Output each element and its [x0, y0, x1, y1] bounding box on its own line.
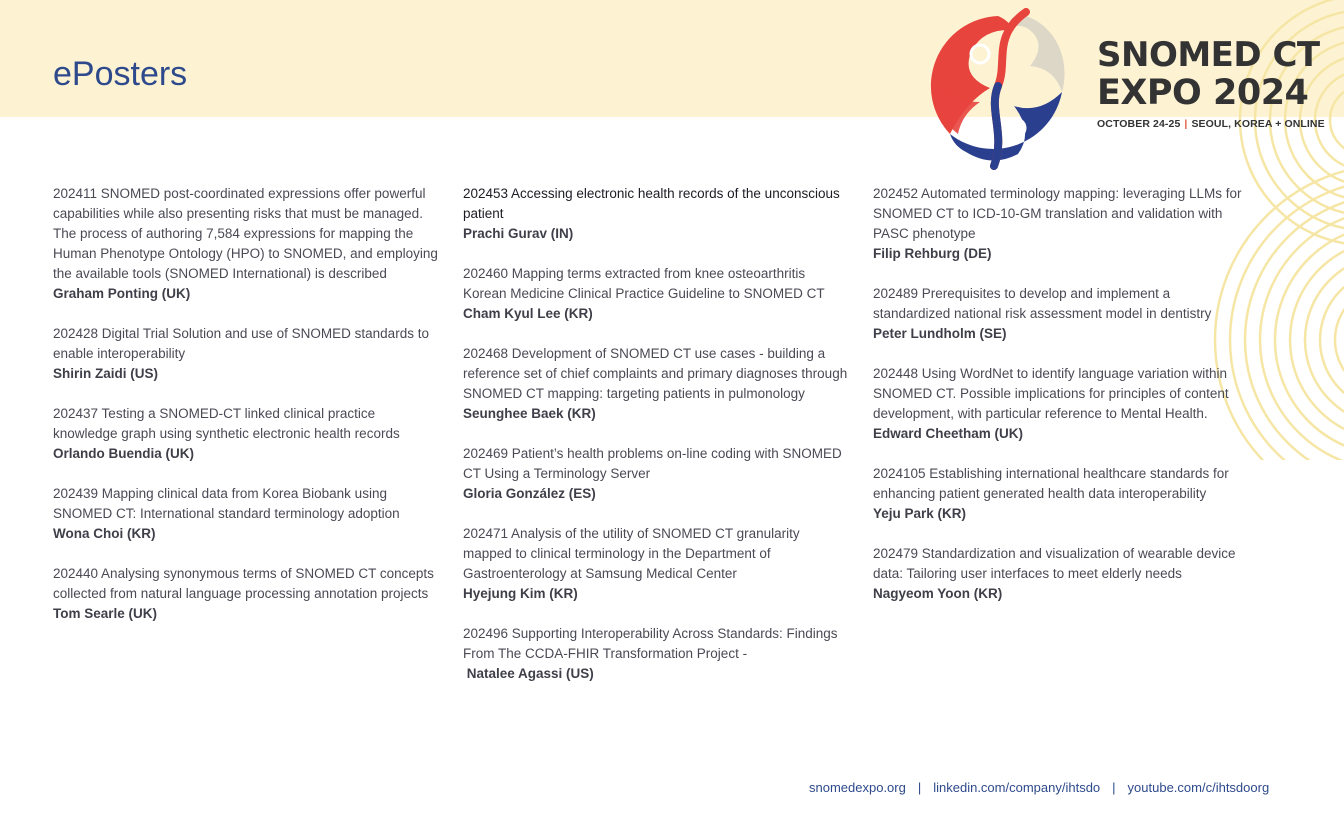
poster-item: [873, 284, 1248, 344]
poster-item: [873, 464, 1248, 524]
poster-author: Nagyeom Yoon (KR): [873, 586, 1003, 601]
poster-item: [463, 524, 848, 604]
poster-author: Natalee Agassi (US): [463, 666, 594, 681]
poster-column-2: [463, 184, 848, 704]
poster-author: Shirin Zaidi (US): [53, 366, 159, 381]
footer-link-linkedin[interactable]: linkedin.com/company/ihtsdo: [933, 780, 1101, 795]
poster-author: Gloria González (ES): [463, 486, 596, 501]
poster-title: 202440 Analysing synonymous terms of SNOMED CT concepts collected from natural language processing annotation projects: [53, 566, 434, 601]
footer-separator: |: [1112, 780, 1116, 795]
poster-title: 202489 Prerequisites to develop and implement a standardized national risk assessment model in dentistry: [873, 286, 1212, 321]
poster-item: [53, 404, 438, 464]
poster-item: [53, 184, 438, 304]
snomed-expo-logo-icon: [922, 6, 1074, 172]
poster-title: 202460 Mapping terms extracted from knee osteoarthritis Korean Medicine Clinical Practice Guideline to SNOMED CT: [463, 266, 825, 301]
brand-location: SEOUL, KOREA + ONLINE: [1191, 118, 1325, 130]
poster-title: 202428 Digital Trial Solution and use of SNOMED standards to enable interoperability: [53, 326, 429, 361]
brand-dates: OCTOBER 24-25: [1097, 118, 1181, 130]
poster-item: [873, 184, 1248, 264]
poster-item: [53, 484, 438, 544]
poster-column-3: [873, 184, 1248, 624]
poster-author: Yeju Park (KR): [873, 506, 967, 521]
poster-author: Peter Lundholm (SE): [873, 326, 1007, 341]
footer-separator: |: [917, 780, 922, 795]
poster-item: [53, 324, 438, 384]
poster-title: 202471 Analysis of the utility of SNOMED CT granularity mapped to clinical terminology in the Department of Gastroenterology at Samsung Medical Center: [463, 526, 800, 581]
poster-author: Seunghee Baek (KR): [463, 406, 596, 421]
event-brand: [1097, 36, 1337, 130]
poster-author: Wona Choi (KR): [53, 526, 156, 541]
poster-item: [463, 344, 848, 424]
poster-author: Cham Kyul Lee (KR): [463, 306, 593, 321]
poster-author: Hyejung Kim (KR): [463, 586, 578, 601]
poster-author: Graham Ponting (UK): [53, 286, 191, 301]
brand-subtitle: [1097, 118, 1337, 130]
poster-title: 202411 SNOMED post-coordinated expressions offer powerful capabilities while also presenting risks that must be managed. The process of authoring 7,584 expressions for mapping the Human Phenotype Ontology (HPO) to SNOMED, and employing the available tools (SNOMED International) is described: [53, 186, 438, 281]
poster-title: 202452 Automated terminology mapping: leveraging LLMs for SNOMED CT to ICD-10-GM translation and validation with PASC phenotype: [873, 186, 1242, 241]
poster-author: Filip Rehburg (DE): [873, 246, 992, 261]
poster-item: [463, 624, 848, 684]
poster-item: [463, 264, 848, 324]
brand-separator: |: [1184, 118, 1188, 130]
poster-title: 202496 Supporting Interoperability Across Standards: Findings From The CCDA-FHIR Transformation Project -: [463, 626, 838, 661]
poster-title: 202468 Development of SNOMED CT use cases - building a reference set of chief complaints and primary diagnoses through SNOMED CT mapping: targeting patients in pulmonology: [463, 346, 848, 401]
poster-title: 202437 Testing a SNOMED-CT linked clinical practice knowledge graph using synthetic electronic health records: [53, 406, 400, 441]
footer-link-website[interactable]: snomedexpo.org: [809, 780, 906, 795]
poster-title: 202479 Standardization and visualization of wearable device data: Tailoring user interfaces to meet elderly needs: [873, 546, 1236, 581]
brand-name: SNOMED CT: [1097, 35, 1320, 75]
poster-title: 202439 Mapping clinical data from Korea Biobank using SNOMED CT: International standard terminology adoption: [53, 486, 400, 521]
poster-column-1: [53, 184, 438, 644]
poster-item: [463, 444, 848, 504]
footer-links: [809, 780, 1269, 795]
poster-author: Prachi Gurav (IN): [463, 226, 574, 241]
poster-author: Tom Searle (UK): [53, 606, 158, 621]
poster-item: [873, 544, 1248, 604]
poster-item: [463, 184, 848, 244]
poster-author: Edward Cheetham (UK): [873, 426, 1024, 441]
poster-title: 202469 Patient’s health problems on-line coding with SNOMED CT Using a Terminology Server: [463, 446, 842, 481]
brand-event: EXPO 2024: [1097, 73, 1309, 113]
poster-title: 2024105 Establishing international healthcare standards for enhancing patient generated health data interoperability: [873, 466, 1229, 501]
poster-item: [873, 364, 1248, 444]
page-title: ePosters: [53, 55, 188, 93]
poster-item: [53, 564, 438, 624]
poster-title: 202453 Accessing electronic health records of the unconscious patient: [463, 186, 840, 221]
footer-link-youtube[interactable]: youtube.com/c/ihtsdoorg: [1127, 780, 1270, 795]
poster-author: Orlando Buendia (UK): [53, 446, 194, 461]
poster-title: 202448 Using WordNet to identify language variation within SNOMED CT. Possible implications for principles of content development, with particular reference to Mental Health.: [873, 366, 1229, 421]
